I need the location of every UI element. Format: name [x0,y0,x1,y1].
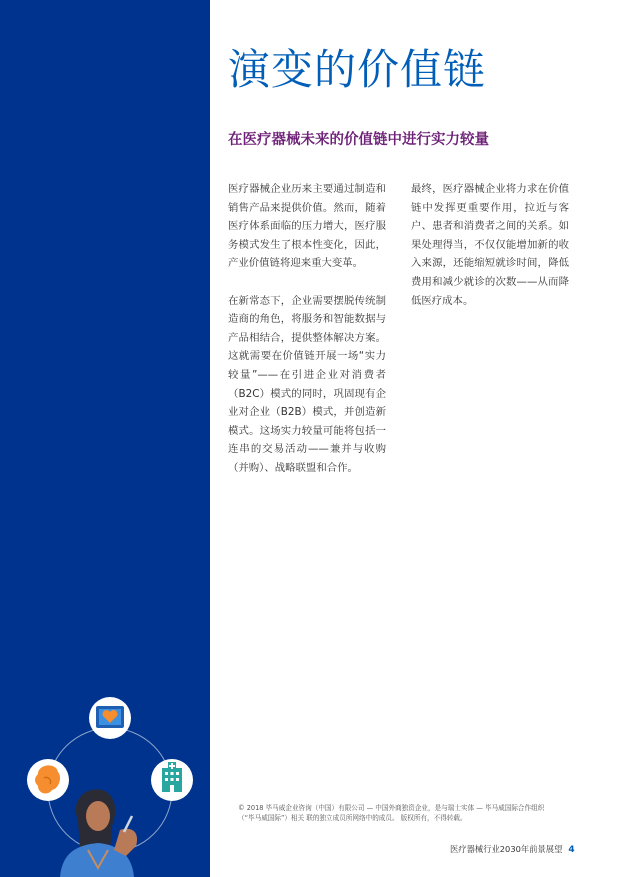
healthcare-illustration [0,680,210,877]
page-footer [450,843,575,855]
page-number: 4 [568,845,575,855]
page-subtitle: 在医疗器械未来的价值链中进行实力较量 [228,132,489,148]
body-paragraph: 医疗器械企业历来主要通过制造和销售产品来提供价值。然而，随着医疗体系面临的压力增大，医疗服务模式发生了根本性变化，因此，产业价值链将迎来重大变革。 [228,183,386,270]
body-paragraph: 最终，医疗器械企业将力求在价值链中发挥更重要作用，拉近与客户、患者和消费者之间的关系。如果处理得当，不仅仅能增加新的收入来源，还能缩短就诊时间，降低费用和减少就诊的次数——从而降低医疗成本。 [411,183,569,307]
copyright-line: （“毕马威国际”）相关 联的独立成员所网络中的成员。 版权所有，不得转载。 [238,814,467,822]
copyright-line: © 2018 毕马威企业咨询（中国）有限公司 — 中国外商独资企业，是与瑞士实体 — 毕马威国际合作组织 [238,804,545,812]
page-title: 演变的价值链 [228,45,487,94]
hospital-icon [151,759,193,801]
body-column-left [228,180,386,496]
footer-report-title: 医疗器械行业2030年前景展望 [450,844,563,854]
patient-figure [60,789,137,877]
tablet-heart-icon [89,697,131,739]
body-paragraph: 在新常态下，企业需要摆脱传统制造商的角色，将服务和智能数据与产品相结合，提供整体解决方案。这就需要在价值链开展一场“实力较量”——在引进企业对消费者（B2C）模式的同时，巩固现有企业对企业（B2B）模式，并创造新模式。这场实力较量可能将包括一连串的交易活动——兼并与收购（并购）、战略联盟和合作。 [228,294,386,474]
organ-icon [27,759,69,801]
body-column-right [411,180,569,329]
copyright-notice [238,803,598,823]
